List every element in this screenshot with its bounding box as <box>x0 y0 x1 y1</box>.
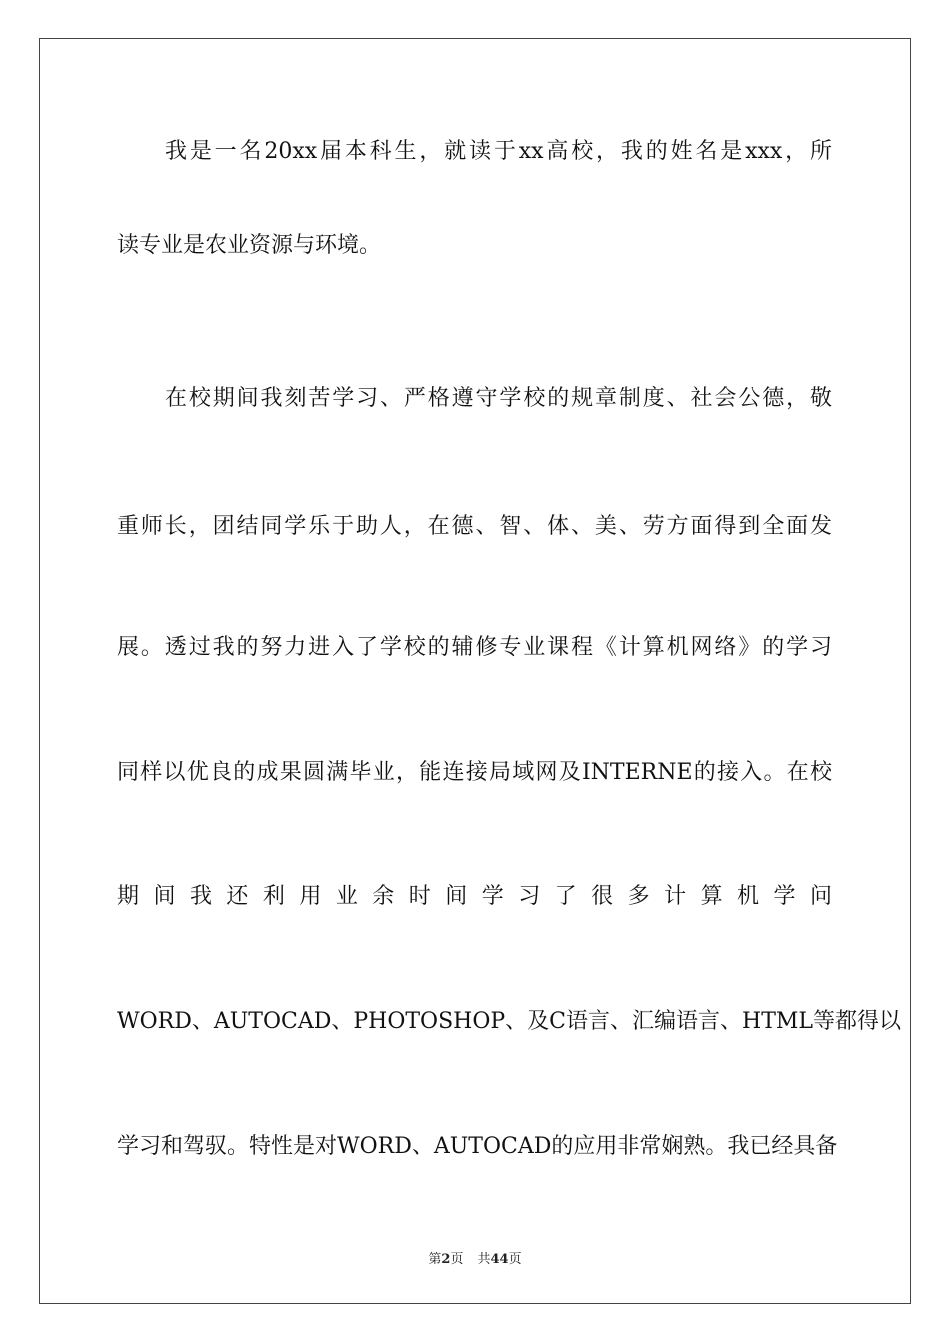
footer-page-prefix: 第 <box>428 1252 442 1267</box>
paragraph-2-line-5: 期间我还利用业余时间学习了很多计算机学问 <box>117 884 832 909</box>
page-footer <box>0 1248 950 1267</box>
footer-total-suffix: 页 <box>508 1252 522 1267</box>
footer-total-prefix: 共 <box>477 1252 491 1267</box>
footer-page-suffix: 页 <box>450 1252 464 1267</box>
paragraph-1-line-1: 我是一名20xx届本科生，就读于xx高校，我的姓名是xxx，所 <box>165 139 832 164</box>
paragraph-1-line-2: 读专业是农业资源与环境。 <box>117 233 382 258</box>
paragraph-2-line-1: 在校期间我刻苦学习、严格遵守学校的规章制度、社会公德，敬 <box>165 386 832 411</box>
paragraph-2-line-2: 重师长，团结同学乐于助人，在德、智、体、美、劳方面得到全面发 <box>117 514 832 539</box>
paragraph-2-line-6: WORD、AUTOCAD、PHOTOSHOP、及C语言、汇编语言、HTML等都得以 <box>117 1009 902 1034</box>
footer-total-pages: 44 <box>490 1252 509 1267</box>
paragraph-2-line-7: 学习和驾驭。特性是对WORD、AUTOCAD的应用非常娴熟。我已经具备 <box>117 1134 838 1159</box>
footer-page-number: 2 <box>441 1252 451 1267</box>
paragraph-2-line-4: 同样以优良的成果圆满毕业，能连接局域网及INTERNE的接入。在校 <box>117 760 832 785</box>
page-border <box>39 38 911 1304</box>
paragraph-2-line-3: 展。透过我的努力进入了学校的辅修专业课程《计算机网络》的学习 <box>117 635 832 660</box>
